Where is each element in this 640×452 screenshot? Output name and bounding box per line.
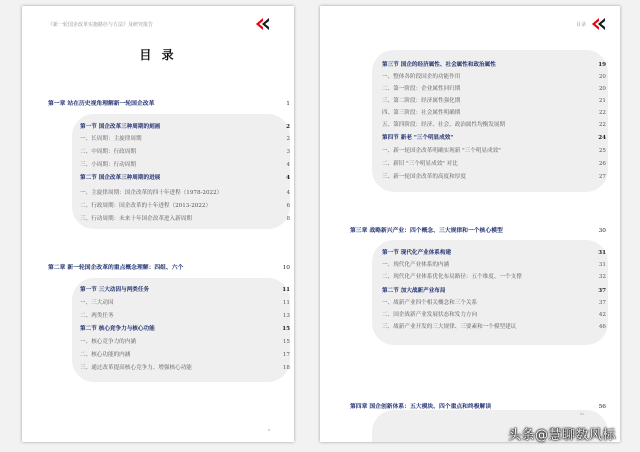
toc-entry-label: 二、第一阶段：企业属性回归期 [382,86,461,92]
toc-entry-page-number: 30 [598,228,606,234]
toc-entry-label: 一、长周期：主旋律周期 [80,136,142,142]
toc-entry-label: 第四章 国企创新体系：五大模块、四个重点和终极解读 [350,404,492,410]
toc-entry-page-number: 37 [598,288,606,294]
toc-entry-label: 三、新一轮国企改革的高度和厚度 [382,174,466,180]
toc-row-subsection[interactable] [382,96,606,106]
toc-entry-page-number: 31 [598,262,606,268]
toc-row-chapter[interactable] [350,402,606,412]
toc-entry-label: 一、三大动因 [80,300,114,306]
toc-entry-label: 三、第二阶段：经济属性强化期 [382,98,461,104]
toc-entry-label: 第二章 新一轮国企改革的重点概念理解：四组、六个 [48,265,184,271]
toc-entry-label: 二、现代化产业体系优化布局路径：五个维度、一个支撑 [382,274,522,280]
toc-entry-page-number: 20 [598,86,606,92]
toc-entry-label: 三、小周期：行动周期 [80,162,136,168]
toc-entry-page-number: 6 [286,203,290,209]
toc-row-section[interactable] [80,324,290,334]
toc-entry-label: 三、通过改革提高核心竞争力、增强核心功能 [80,365,192,371]
toc-row-chapter[interactable] [350,226,606,236]
toc-entry-page-number: 42 [598,312,606,318]
toc-row-subsection[interactable] [382,72,606,82]
toc-row-subsection[interactable] [382,108,606,118]
toc-entry-label: 第一节 现代化产业体系构建 [382,250,452,256]
toc-entry-label: 二、行政周期：国企改革的十年进程（2013-2022） [80,203,212,209]
toc-entry-label: 二、两类任务 [80,313,114,319]
toc-entry-label: 第一节 国企改革三种周期的刻画 [80,124,161,130]
toc-row-subsection[interactable] [382,260,606,270]
toc-entry-page-number: 8 [286,216,290,222]
toc-entry-label: 第二节 加大战新产业布局 [382,288,446,294]
toc-entry-page-number: 21 [598,98,606,104]
toc-entry-page-number: 37 [598,300,606,306]
toc-row-subsection[interactable] [80,188,290,198]
page-number: iii [580,411,584,416]
toc-entry-label: 第二节 国企改革三种周期的进展 [80,175,161,181]
toc-entry-label: 三、战新产业开发的三大规律、三要素和一个模型建议 [382,324,517,330]
toc-entry-label: 第一章 站在历史视角理解新一轮国企改革 [48,101,155,107]
toc-entry-page-number: 22 [598,122,606,128]
page-number: ii [268,427,271,432]
toc-row-subsection[interactable] [80,147,290,157]
toc-entry-label: 四、第三阶段：社会属性明确期 [382,110,461,116]
toc-entry-label: 一、新一轮国企改革明确实现新 "三个明显成效" [382,148,501,154]
toc-entry-label: 第二节 核心竞争力与核心功能 [80,326,155,332]
toc-entry-label: 第四节 新老 "三个明显成效" [382,135,454,141]
toc-row-subsection[interactable] [382,146,606,156]
toc-entry-label: 一、整体各阶段国企的功能作用 [382,74,461,80]
toc-entry-page-number: 18 [282,365,290,371]
toc-row-subsection[interactable] [80,201,290,211]
toc-entry-label: 二、国企战新产业发展状态和发力方向 [382,312,478,318]
header-text: 《新一轮国企改革实施路径与方法》及研究报告 [48,22,154,28]
toc-entry-page-number: 10 [282,265,290,271]
toc-row-section[interactable] [80,285,290,295]
toc-entry-label: 三、行动周期：未来十年国企改革进入新周期 [80,216,192,222]
toc-entry-label: 第一节 三大动因与两类任务 [80,287,150,293]
toc-row-section[interactable] [80,122,290,132]
toc-entry-page-number: 1 [286,101,290,107]
toc-row-subsection[interactable] [80,363,290,373]
toc-entry-label: 一、核心竞争力的内涵 [80,339,136,345]
toc-row-section[interactable] [382,133,606,143]
toc-entry-label: 二、核心功能的内涵 [80,352,131,358]
toc-entry-label: 第三节 国企的经济属性、社会属性和政治属性 [382,62,496,68]
header-text: 目录 [575,22,586,28]
toc-page-left [22,6,294,442]
toc-entry-page-number: 31 [598,250,606,256]
toc-entry-page-number: 27 [598,174,606,180]
toc-entry-page-number: 4 [286,190,290,196]
toc-row-section[interactable] [80,173,290,183]
page-header [36,18,280,32]
toc-entry-page-number: 24 [598,135,606,141]
toc-entry-page-number: 19 [598,62,606,68]
toc-entry-page-number: 2 [286,124,290,130]
toc-row-subsection[interactable] [80,337,290,347]
toc-row-subsection[interactable] [80,160,290,170]
toc-entry-label: 五、第四阶段：经济、社会、政治属性均衡发展期 [382,122,506,128]
toc-row-subsection[interactable] [382,272,606,282]
toc-entry-page-number: 26 [598,161,606,167]
toc-row-subsection[interactable] [382,84,606,94]
toc-entry-page-number: 4 [286,162,290,168]
toc-row-subsection[interactable] [382,159,606,169]
toc-row-subsection[interactable] [382,298,606,308]
toc-entry-label: 一、战新产业四个相关概念和三个关系 [382,300,478,306]
toc-row-subsection[interactable] [80,298,290,308]
toc-row-section[interactable] [382,60,606,70]
toc-entry-page-number: 25 [598,148,606,154]
toc-entry-page-number: 15 [282,326,290,332]
toc-row-subsection[interactable] [382,322,606,332]
toc-entry-page-number: 32 [598,274,606,280]
toc-entry-page-number: 22 [598,110,606,116]
toc-title: 目 录 [139,48,177,62]
toc-row-chapter[interactable] [48,99,290,109]
toc-entry-page-number: 11 [282,287,290,293]
toc-row-subsection[interactable] [80,311,290,321]
toc-page-right [320,6,620,442]
brand-logo-icon [592,18,606,30]
toc-row-section[interactable] [382,286,606,296]
toc-entry-page-number: 11 [282,300,290,306]
toc-row-subsection[interactable] [80,214,290,224]
toc-entry-label: 一、现代化产业体系的内涵 [382,262,450,268]
toc-row-subsection[interactable] [382,310,606,320]
brand-logo-icon [256,18,270,30]
toc-entry-page-number: 20 [598,74,606,80]
toc-entry-label: 二、新旧 "三个明显成效" 对比 [382,161,458,167]
toc-row-subsection[interactable] [80,350,290,360]
toc-entry-page-number: 46 [598,324,606,330]
toc-entry-page-number: 3 [286,149,290,155]
toc-entry-page-number: 17 [282,352,290,358]
toc-row-subsection[interactable] [80,134,290,144]
toc-entry-page-number: 56 [598,404,606,410]
watermark-text: 头条@慧聊数风标 [508,428,617,443]
toc-entry-page-number: 13 [282,313,290,319]
toc-row-subsection[interactable] [382,172,606,182]
toc-entry-page-number: 2 [286,136,290,142]
toc-entry-label: 二、中周期：行政周期 [80,149,136,155]
toc-entry-label: 一、主旋律周期：国企改革的四十年进程（1978-2022） [80,190,223,196]
toc-row-chapter[interactable] [48,263,290,273]
toc-row-subsection[interactable] [382,120,606,130]
toc-entry-page-number: 15 [282,339,290,345]
toc-row-section[interactable] [382,248,606,258]
toc-entry-page-number: 4 [286,175,290,181]
toc-entry-label: 第三章 战略新兴产业：四个概念、三大规律和一个核心模型 [350,228,503,234]
page-header [334,18,606,32]
